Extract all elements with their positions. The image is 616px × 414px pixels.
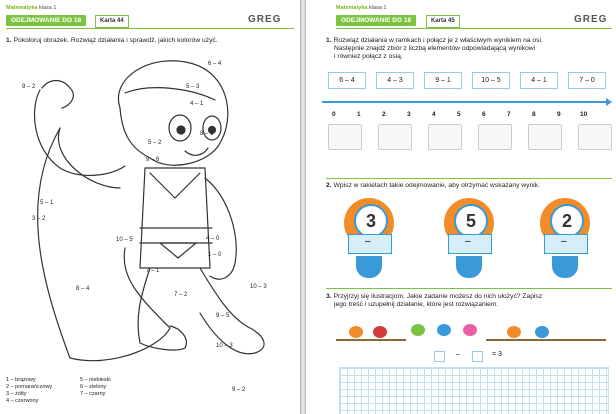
right-page (306, 0, 616, 414)
rocket-target-number: 3 (354, 204, 388, 238)
topic-banner: ODEJMOWANIE DO 18 (336, 15, 416, 26)
color-legend-col2 (80, 377, 111, 398)
superhero-drawing (0, 48, 300, 378)
axis-tick: 0 (332, 111, 336, 118)
color-legend-col1 (6, 377, 52, 405)
expression-box[interactable]: 10 – 5 (472, 72, 510, 89)
task-1-left: 1. Pokoloruj obrazek. Rozwiąż działania i sprawdź, jakich kolorów użyć. (6, 37, 218, 44)
dog-picture-group[interactable] (378, 124, 412, 150)
subject-label: Matematyka klasa 1 (6, 5, 57, 11)
equation-result: = 3 (492, 351, 502, 358)
rocket-minus-sign: – (365, 236, 371, 247)
expr-label: 8 – 4 (76, 286, 90, 292)
axis-tick: 7 (507, 111, 511, 118)
left-page (0, 0, 300, 414)
expr-label: 3 – 2 (32, 216, 46, 222)
expr-label: 7 – 1 (146, 268, 160, 274)
legend-item: 7 – czarny (80, 391, 106, 397)
sheep-picture-group[interactable] (528, 124, 562, 150)
expr-label: 9 – 2 (232, 387, 246, 393)
rocket-minus-sign: – (465, 236, 471, 247)
card-number: Karta 45 (426, 15, 460, 28)
axis-tick: 4 (432, 111, 436, 118)
header-rule (336, 28, 612, 29)
expr-label: 7 – 2 (174, 292, 188, 298)
legend-item: 5 – niebieski (80, 377, 111, 383)
task-2-right: 2. Wpisz w rakietach takie odejmowanie, aby otrzymać wskazany wynik. (326, 182, 540, 189)
legend-item: 1 – brązowy (6, 377, 36, 383)
card-number: Karta 44 (95, 15, 129, 28)
birds-illustration (336, 314, 612, 346)
expr-label: 9 – 5 (216, 313, 230, 319)
expr-label: 8 – 1 (200, 131, 214, 137)
rocket (536, 198, 594, 282)
task-3-right: 3. Przyjrzyj się ilustracjom. Jakie zadanie możesz do nich ułożyć? Zapisz jego treść i uzupełnij działanie, które jest rozwiązaniem. (326, 293, 543, 308)
task-1-right: 1. Rozwiąż działania w ramkach i połącz je z właściwym wynikiem na osi. Następnie znajdź zbiór z liczbą elementów odpowiadającą wynikowi i również połącz z osią. (326, 37, 543, 60)
expr-label: 9 – 2 (22, 84, 36, 90)
expr-label: 1 – 0 (208, 252, 222, 258)
section-rule (326, 288, 612, 289)
rocket (340, 198, 398, 282)
axis-tick: 3 (407, 111, 411, 118)
expr-label: 5 – 3 (186, 84, 200, 90)
ants-picture-group[interactable] (428, 124, 462, 150)
butterflies-picture-group[interactable] (478, 124, 512, 150)
header-rule (6, 28, 294, 29)
expr-label: 10 – 3 (250, 284, 267, 290)
flies-picture-group[interactable] (578, 124, 612, 150)
subject-label: Matematyka klasa 1 (336, 5, 387, 11)
section-rule (326, 178, 612, 179)
expr-label: 4 – 0 (206, 236, 220, 242)
axis-tick: 6 (482, 111, 486, 118)
expr-label: 5 – 2 (148, 140, 162, 146)
number-line (322, 96, 612, 108)
rocket-target-number: 2 (550, 204, 584, 238)
expression-box[interactable]: 4 – 3 (376, 72, 414, 89)
axis-tick: 10 (580, 111, 588, 118)
legend-item: 3 – żółty (6, 391, 27, 397)
expr-label: 10 – 3 (216, 343, 233, 349)
expression-box[interactable]: 9 – 1 (424, 72, 462, 89)
legend-item: 4 – czerwony (6, 398, 39, 404)
brand-logo: GREG (574, 14, 608, 25)
equation-box-1[interactable] (434, 351, 445, 362)
expression-box[interactable]: 7 – 0 (568, 72, 606, 89)
expr-label: 10 – 5 (116, 237, 133, 243)
axis-tick: 9 (557, 111, 561, 118)
expr-label: 6 – 4 (208, 61, 222, 67)
rocket-target-number: 5 (454, 204, 488, 238)
legend-item: 2 – pomarańczowy (6, 384, 53, 390)
rocket (440, 198, 498, 282)
expression-box[interactable]: 6 – 4 (328, 72, 366, 89)
answer-grid[interactable] (339, 367, 609, 414)
equation-box-2[interactable] (472, 351, 483, 362)
axis-tick: 8 (532, 111, 536, 118)
axis-tick: 2 (382, 111, 386, 118)
expr-label: 9 – 6 (146, 157, 160, 163)
rocket-minus-sign: – (561, 236, 567, 247)
expression-box[interactable]: 4 – 1 (520, 72, 558, 89)
topic-banner: ODEJMOWANIE DO 18 (6, 15, 86, 26)
legend-item: 6 – zielony (80, 384, 107, 390)
expr-label: 5 – 1 (40, 200, 54, 206)
brand-logo: GREG (248, 14, 282, 25)
equation-minus: – (456, 351, 460, 358)
expr-label: 4 – 1 (190, 101, 204, 107)
axis-tick: 1 (357, 111, 361, 118)
cats-picture-group[interactable] (328, 124, 362, 150)
axis-tick: 5 (457, 111, 461, 118)
